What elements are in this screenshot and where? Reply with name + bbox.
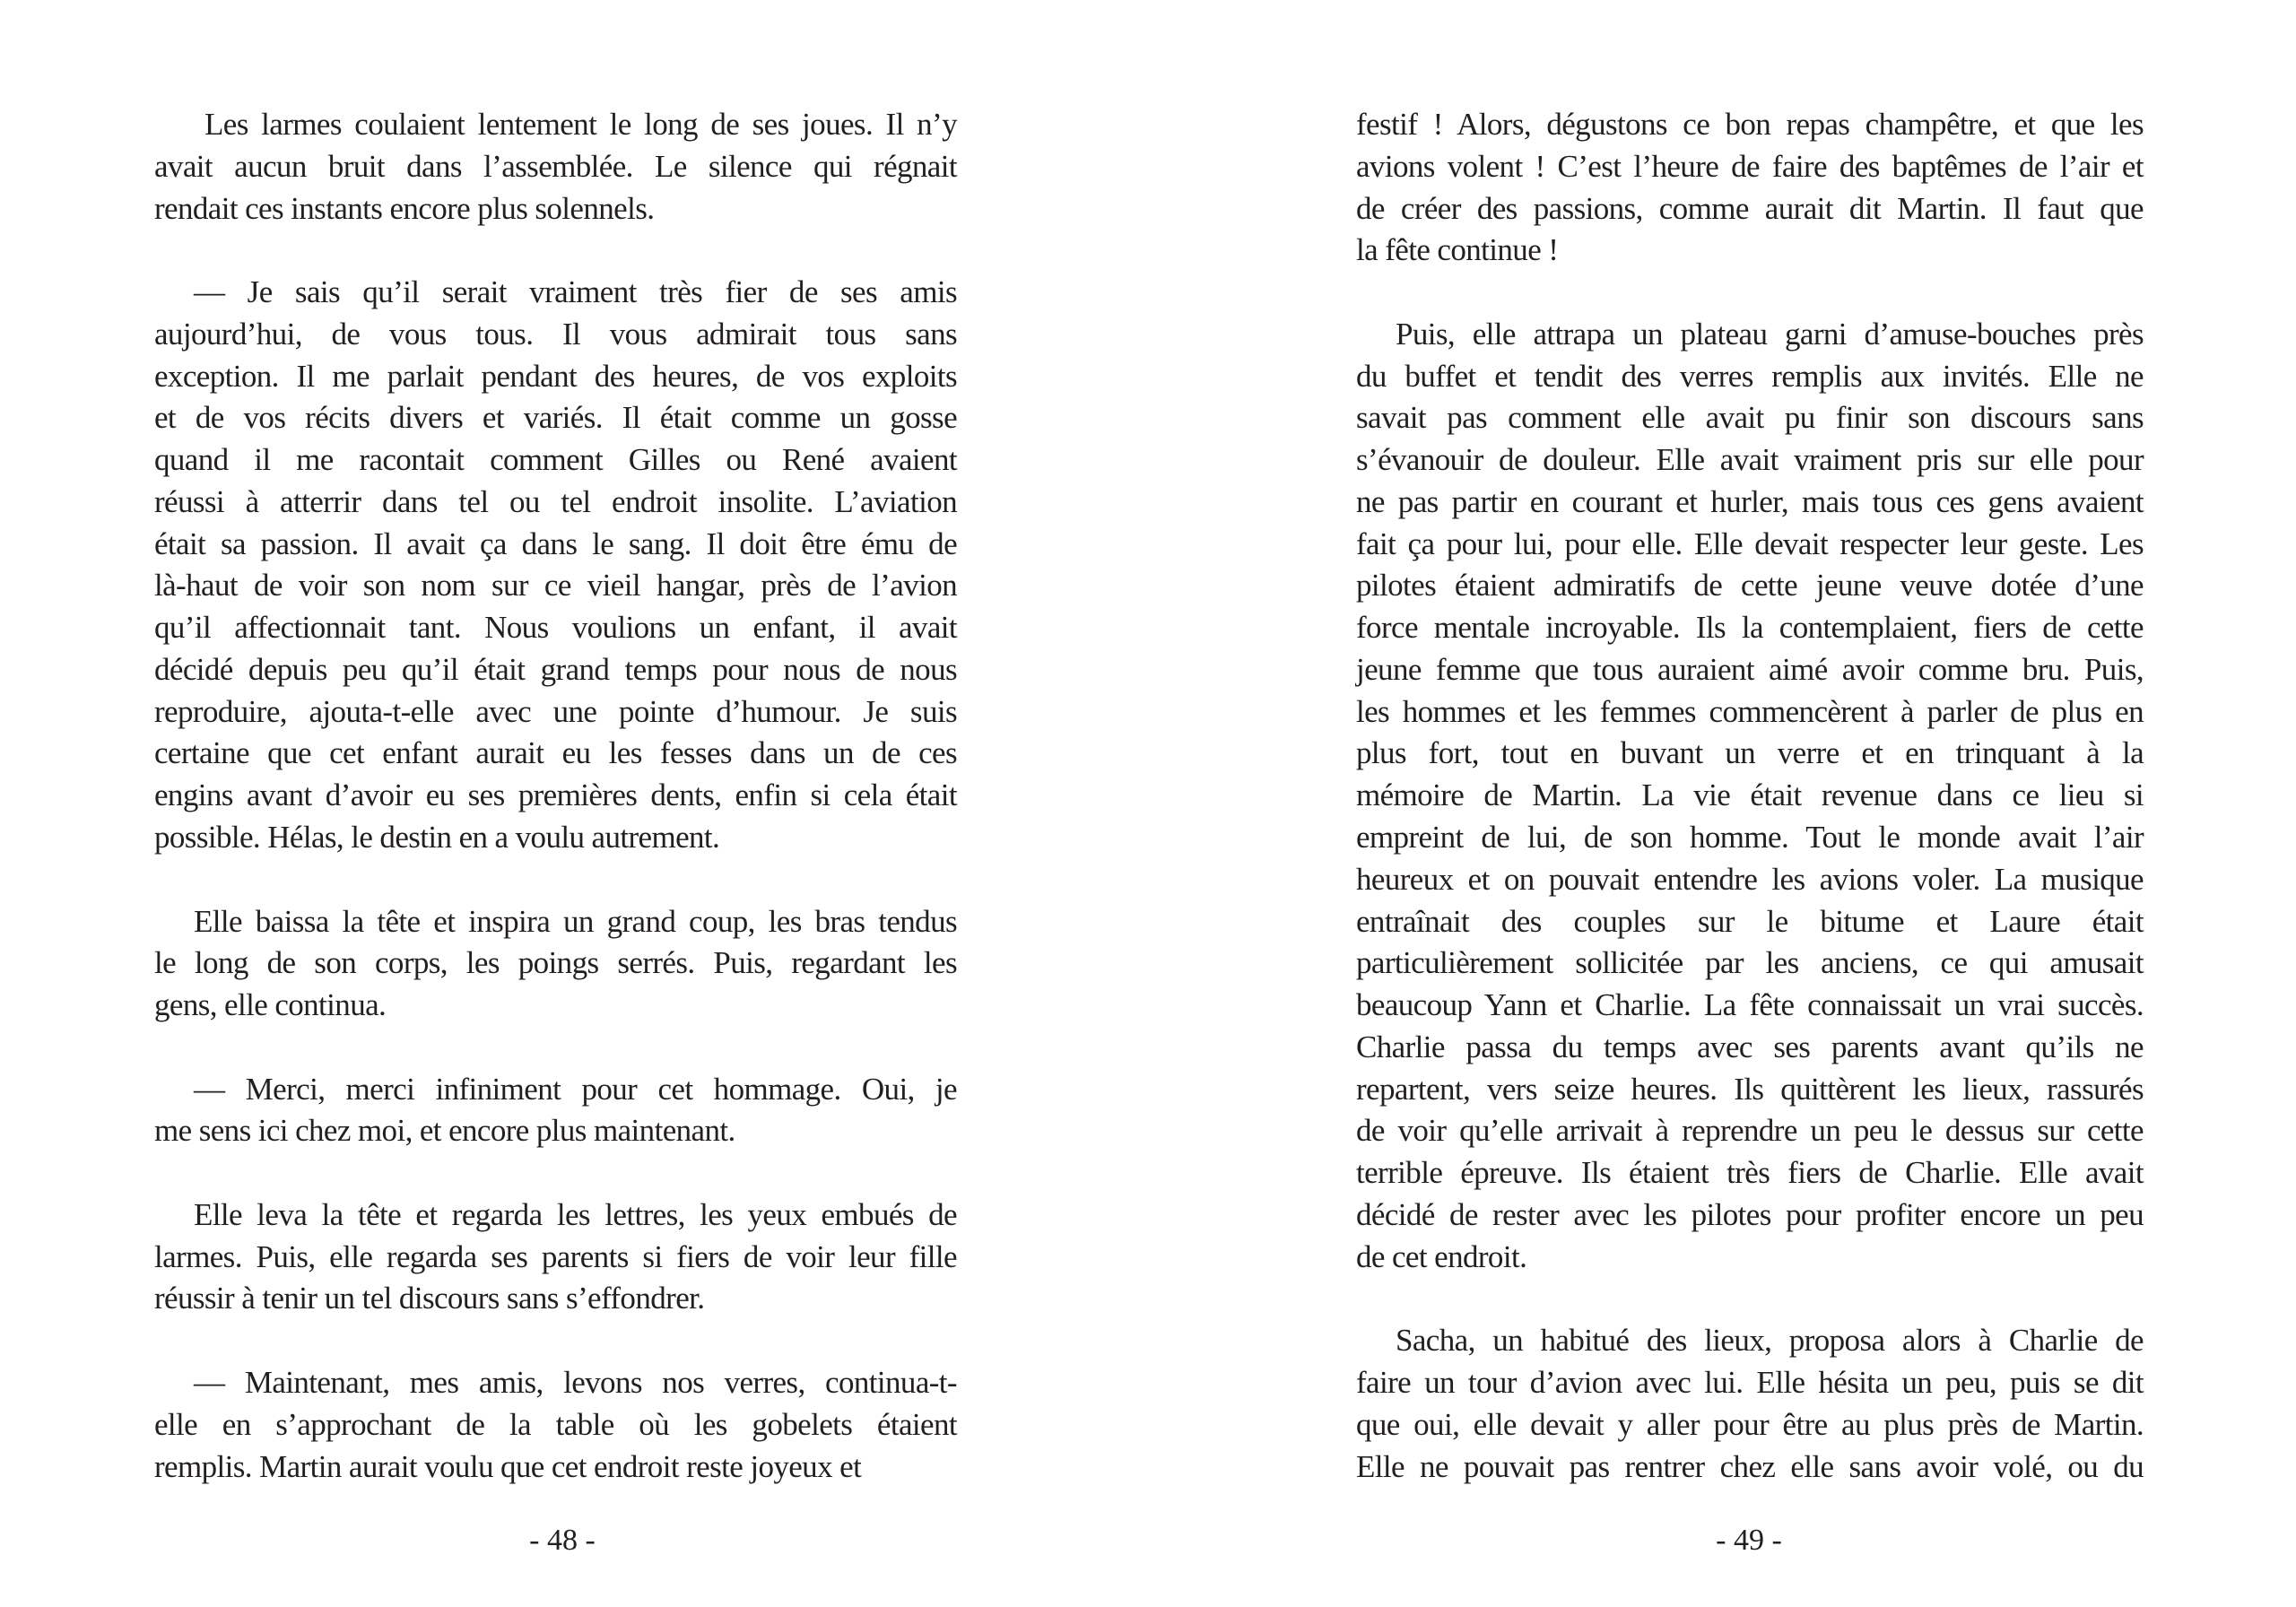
paragraph-gap bbox=[154, 1152, 957, 1194]
text-line: festif ! Alors, dégustons ce bon repas champêtre, et que les bbox=[1356, 107, 2144, 142]
page-number: - 48 - bbox=[529, 1524, 596, 1557]
text-line: me sens ici chez moi, et encore plus maintenant. bbox=[154, 1113, 735, 1149]
text-line: avait aucun bruit dans l’assemblée. Le silence qui régnait bbox=[154, 148, 957, 184]
paragraph bbox=[154, 1069, 957, 1153]
text-line: là-haut de voir son nom sur ce vieil hangar, près de l’avion bbox=[154, 568, 957, 604]
text-line: terrible épreuve. Ils étaient très fiers de Charlie. Elle avait bbox=[1356, 1155, 2144, 1191]
text-line: repartent, vers seize heures. Ils quittèrent les lieux, rassurés bbox=[1356, 1071, 2144, 1107]
text-line: elle en s’approchant de la table où les gobelets étaient bbox=[154, 1406, 957, 1442]
right-page bbox=[1148, 0, 2296, 1607]
text-line: les hommes et les femmes commencèrent à parler de plus en bbox=[1356, 693, 2144, 729]
text-line: gens, elle continua. bbox=[154, 987, 387, 1023]
text-line: la fête continue ! bbox=[1356, 232, 1559, 268]
text-line: Elle leva la tête et regarda les lettres, les yeux embués de bbox=[194, 1196, 957, 1232]
paragraph-gap bbox=[154, 859, 957, 901]
text-line: de voir qu’elle arrivait à reprendre un peu le dessus sur cette bbox=[1356, 1113, 2144, 1149]
paragraph-gap bbox=[1356, 1278, 2144, 1320]
text-line: — Maintenant, mes amis, levons nos verres, continua-t- bbox=[194, 1364, 957, 1400]
paragraph bbox=[1356, 314, 2144, 1279]
text-line: Charlie passa du temps avec ses parents avant qu’ils ne bbox=[1356, 1029, 2144, 1064]
text-line: savait pas comment elle avait pu finir son discours sans bbox=[1356, 400, 2144, 436]
left-page-text bbox=[154, 104, 957, 1488]
text-line: réussir à tenir un tel discours sans s’effondrer. bbox=[154, 1281, 705, 1316]
text-line: aujourd’hui, de vous tous. Il vous admirait tous sans bbox=[154, 316, 957, 352]
text-line: entraînait des couples sur le bitume et Laure était bbox=[1356, 903, 2144, 939]
text-line: exception. Il me parlait pendant des heures, de vos exploits bbox=[154, 358, 957, 394]
text-line: faire un tour d’avion avec lui. Elle hésita un peu, puis se dit bbox=[1356, 1364, 2144, 1400]
text-line: décidé de rester avec les pilotes pour profiter encore un peu bbox=[1356, 1196, 2144, 1232]
text-line: beaucoup Yann et Charlie. La fête connaissait un vrai succès. bbox=[1356, 987, 2144, 1023]
text-line: Elle baissa la tête et inspira un grand coup, les bras tendus bbox=[194, 903, 957, 939]
page-number: - 49 - bbox=[1716, 1524, 1782, 1557]
paragraph bbox=[154, 1362, 957, 1488]
paragraph-gap bbox=[154, 1027, 957, 1069]
text-line: de cet endroit. bbox=[1356, 1238, 1527, 1274]
paragraph bbox=[154, 104, 957, 230]
text-line: ne pas partir en courant et hurler, mais tous ces gens avaient bbox=[1356, 483, 2144, 519]
paragraph-gap bbox=[154, 230, 957, 272]
paragraph bbox=[154, 1194, 957, 1320]
text-line: Elle ne pouvait pas rentrer chez elle sans avoir volé, ou du bbox=[1356, 1448, 2144, 1484]
paragraph bbox=[1356, 1320, 2144, 1488]
text-line: s’évanouir de douleur. Elle avait vraiment pris sur elle pour bbox=[1356, 442, 2144, 478]
paragraph-gap bbox=[1356, 272, 2144, 314]
text-line: pilotes étaient admiratifs de cette jeune veuve dotée d’une bbox=[1356, 568, 2144, 604]
text-line: rendait ces instants encore plus solennels. bbox=[154, 190, 655, 226]
text-line: — Je sais qu’il serait vraiment très fier de ses amis bbox=[194, 274, 957, 310]
text-line: le long de son corps, les poings serrés. Puis, regardant les bbox=[154, 945, 957, 981]
text-line: remplis. Martin aurait voulu que cet endroit reste joyeux et bbox=[154, 1448, 862, 1484]
text-line: mémoire de Martin. La vie était revenue dans ce lieu si bbox=[1356, 777, 2144, 813]
text-line: plus fort, tout en buvant un verre et en trinquant à la bbox=[1356, 735, 2144, 771]
text-line: réussi à atterrir dans tel ou tel endroit insolite. L’aviation bbox=[154, 483, 957, 519]
text-line: du buffet et tendit des verres remplis aux invités. Elle ne bbox=[1356, 358, 2144, 394]
paragraph bbox=[1356, 104, 2144, 272]
paragraph bbox=[154, 901, 957, 1027]
paragraph bbox=[154, 272, 957, 859]
text-line: Sacha, un habitué des lieux, proposa alors à Charlie de bbox=[1396, 1323, 2144, 1359]
text-line: et de vos récits divers et variés. Il était comme un gosse bbox=[154, 400, 957, 436]
text-line: possible. Hélas, le destin en a voulu autrement. bbox=[154, 820, 720, 856]
text-line: fait ça pour lui, pour elle. Elle devait respecter leur geste. Les bbox=[1356, 526, 2144, 561]
text-line: engins avant d’avoir eu ses premières dents, enfin si cela était bbox=[154, 777, 957, 813]
text-line: de créer des passions, comme aurait dit Martin. Il faut que bbox=[1356, 190, 2144, 226]
text-line: heureux et on pouvait entendre les avions voler. La musique bbox=[1356, 861, 2144, 897]
text-line: était sa passion. Il avait ça dans le sang. Il doit être ému de bbox=[154, 526, 957, 561]
text-line: larmes. Puis, elle regarda ses parents si fiers de voir leur fille bbox=[154, 1238, 957, 1274]
text-line: Les larmes coulaient lentement le long de ses joues. Il n’y bbox=[204, 107, 957, 142]
text-line: certaine que cet enfant aurait eu les fesses dans un de ces bbox=[154, 735, 957, 771]
text-line: reproduire, ajouta-t-elle avec une pointe d’humour. Je suis bbox=[154, 693, 957, 729]
text-line: avions volent ! C’est l’heure de faire des baptêmes de l’air et bbox=[1356, 148, 2144, 184]
text-line: qu’il affectionnait tant. Nous voulions un enfant, il avait bbox=[154, 610, 957, 646]
right-page-text bbox=[1356, 104, 2144, 1488]
paragraph-gap bbox=[154, 1320, 957, 1362]
text-line: Puis, elle attrapa un plateau garni d’amuse-bouches près bbox=[1396, 316, 2144, 352]
text-line: — Merci, merci infiniment pour cet hommage. Oui, je bbox=[194, 1071, 957, 1107]
text-line: quand il me racontait comment Gilles ou René avaient bbox=[154, 442, 957, 478]
text-line: empreint de lui, de son homme. Tout le monde avait l’air bbox=[1356, 820, 2144, 856]
text-line: que oui, elle devait y aller pour être au plus près de Martin. bbox=[1356, 1406, 2144, 1442]
text-line: décidé depuis peu qu’il était grand temps pour nous de nous bbox=[154, 651, 957, 687]
text-line: force mentale incroyable. Ils la contemplaient, fiers de cette bbox=[1356, 610, 2144, 646]
text-line: jeune femme que tous auraient aimé avoir comme bru. Puis, bbox=[1356, 651, 2144, 687]
text-line: particulièrement sollicitée par les anciens, ce qui amusait bbox=[1356, 945, 2144, 981]
